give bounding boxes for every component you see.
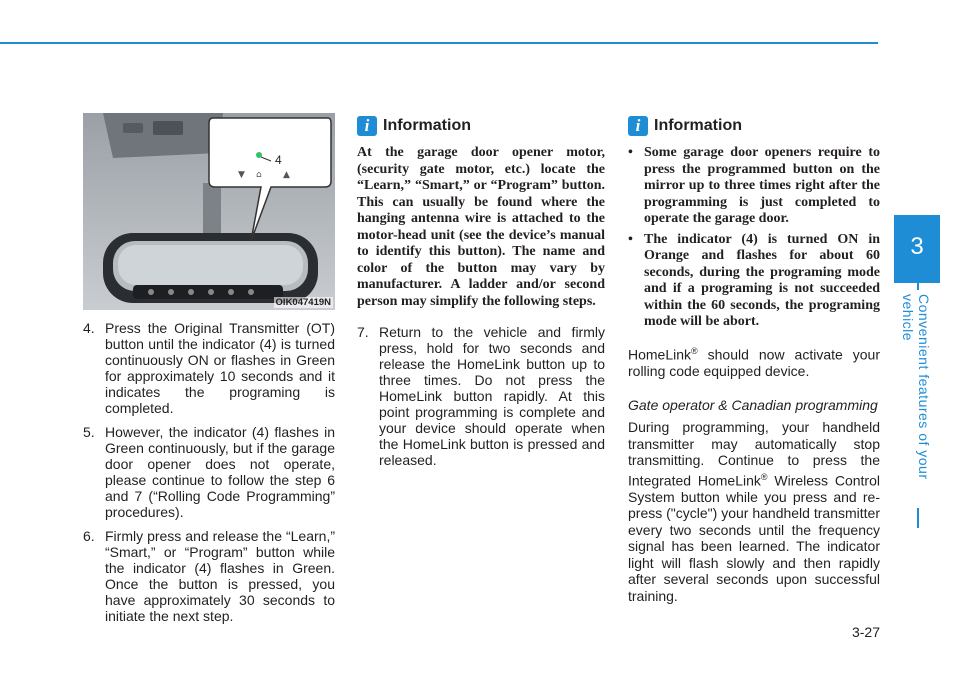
list-item: 6. Firmly press and release the “Learn,” “Smart,” or “Program” button while the indicator (4) flashes in Green. Once the button is pressed, you have approximately 30 seconds to initiate the next step. xyxy=(83,528,335,624)
svg-text:▲: ▲ xyxy=(283,170,290,180)
info-title: Information xyxy=(654,117,742,134)
callout-label: 4 xyxy=(275,153,282,167)
header-rule xyxy=(0,42,878,44)
mirror-figure xyxy=(83,113,335,310)
column-3 xyxy=(628,113,880,616)
list-item: 4. Press the Original Transmitter (OT) button until the indicator (4) is turned continuously ON or flashes in Green for approximately 10 seconds and it indicates the programing is completed. xyxy=(83,320,335,416)
chapter-title: Convenient features of your vehicle xyxy=(908,290,932,508)
svg-text:▼: ▼ xyxy=(238,170,245,180)
list-item: • The indicator (4) is turned ON in Orange and flashes for about 60 seconds, during the programing mode and if a programing is not succeeded within the 60 seconds, the programing mode will be abort. xyxy=(628,231,880,329)
info-title: Information xyxy=(383,117,471,134)
column-2 xyxy=(357,113,605,476)
chapter-tab xyxy=(894,215,940,283)
info-icon: i xyxy=(357,116,377,136)
info-text: At the garage door opener motor, (security gate motor, etc.) locate the “Learn,” “Smart,” or “Program” button. This can usually be found where the hanging antenna wire is attached to the motor-head unit (see the device’s manual to identify this button). The name and color of the button may vary by manufacturer. A ladder and/or second person may simplify the following steps. xyxy=(357,145,605,309)
section-subheading: Gate operator & Canadian programming xyxy=(628,397,878,414)
info-heading xyxy=(628,113,880,139)
info-bullets xyxy=(628,145,880,331)
homelink-paragraph: HomeLink® should now activate your rolling code equipped device. xyxy=(628,345,880,379)
list-item: 7. Return to the vehicle and firmly press, hold for two seconds and release the HomeLink button up to three times. Do not press the HomeLink button rapidly. At this point programming is complete and your device should operate when the HomeLink button is pressed and released. xyxy=(357,324,605,468)
figure-code: OIK047419N xyxy=(275,297,331,308)
column-1 xyxy=(83,113,335,632)
rearview-mirror-illustration xyxy=(83,113,335,310)
info-icon: i xyxy=(628,116,648,136)
chapter-number: 3 xyxy=(910,233,924,260)
info-heading xyxy=(357,113,605,139)
steps-list-col1 xyxy=(83,320,335,624)
gate-operator-paragraph: During programming, your handheld transmitter may automatically stop transmitting. Continue to press the Integrated HomeLink® Wireless Control System button while you press and re-press ("cycle") your handheld transmitter every two seconds until the frequency signal has been learned. The indicator light will flash slowly and then rapidly after several seconds upon successful training. xyxy=(628,419,880,604)
page-number: 3-27 xyxy=(851,624,880,640)
svg-text:⌂: ⌂ xyxy=(256,170,262,180)
steps-list-col2 xyxy=(357,324,605,468)
list-item: • Some garage door openers require to press the programmed button on the mirror up to three times right after the programming is just completed to operate the garage door. xyxy=(628,145,880,226)
list-item: 5. However, the indicator (4) flashes in Green continuously, but if the garage door opener does not operate, please continue to follow the step 6 and 7 (“Rolling Code Programming” procedures). xyxy=(83,424,335,520)
